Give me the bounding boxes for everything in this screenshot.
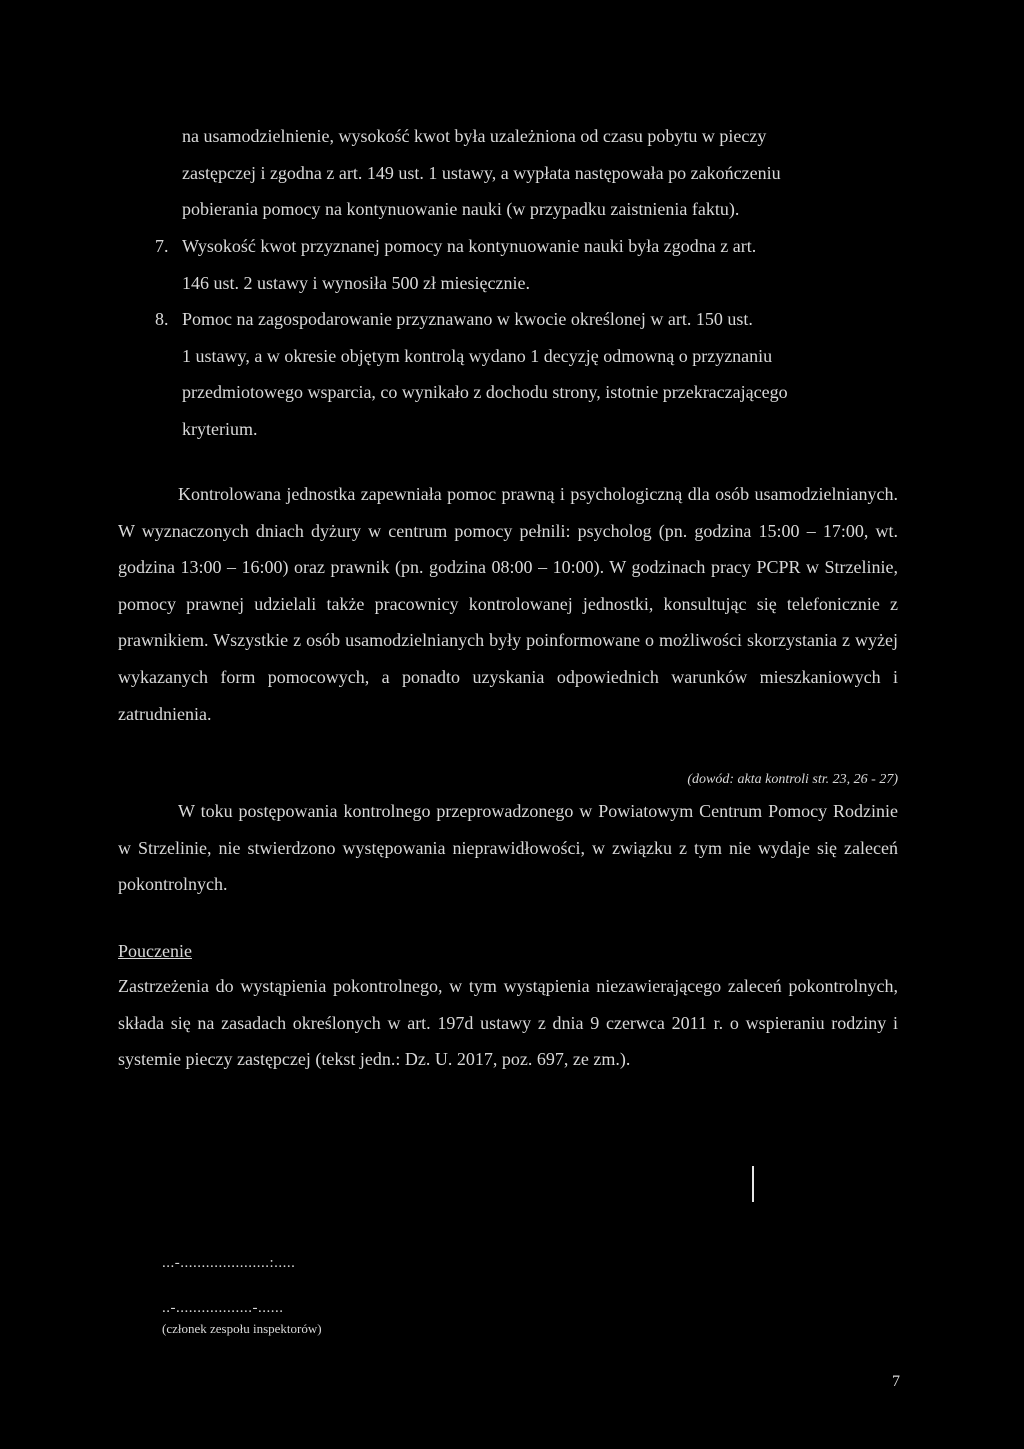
item-8-number: 8. bbox=[155, 309, 169, 329]
list-continuation bbox=[118, 118, 898, 228]
list-continuation-line-2: zastępczej i zgodna z art. 149 ust. 1 ustawy, a wypłata następowała po zakończeniu bbox=[182, 162, 781, 183]
item-7 bbox=[182, 228, 898, 301]
list-continuation-line-1: na usamodzielnienie, wysokość kwot była uzależniona od czasu pobytu w pieczy bbox=[182, 126, 767, 146]
page-number: 7 bbox=[892, 1373, 900, 1390]
signature-dots-line-2: ..-..................-...... bbox=[162, 1300, 284, 1316]
support-paragraph-text: Kontrolowana jednostka zapewniała pomoc prawną i psychologiczną dla osób usamodzielnianych. W wyznaczonych dniach dyżury w centrum pomocy pełnili: psycholog (pn. godzina 15:00 – 17:00, wt. godzina 13:00 – 16:00) oraz prawnik (pn. godzina 08:00 – 10:00). W godzinach pracy PCPR w Strzelinie, pomocy prawnej udzielali także pracownicy kontrolowanej jednostki, konsultując się telefonicznie z prawnikiem. Wszystkie z osób usamodzielnianych były poinformowane o możliwości skorzystania z wyżej wykazanych form pomocowych, a ponadto uzyskania odpowiednich warunków mieszkaniowych i zatrudnienia. bbox=[118, 484, 898, 724]
instruction-paragraph-text: Zastrzeżenia do wystąpienia pokontrolnego, w tym wystąpienia niezawierającego zaleceń pokontrolnych, składa się na zasadach określonych w art. 197d ustawy z dnia 9 czerwca 2011 r. o wspieraniu rodziny i systemie pieczy zastępczej (tekst jedn.: Dz. U. 2017, poz. 697, ze zm.). bbox=[118, 976, 898, 1070]
instruction-paragraph bbox=[118, 968, 898, 1078]
evidence-note: (dowód: akta kontroli str. 23, 26 - 27) bbox=[687, 772, 898, 787]
signature-dots-line-1: ...-.....................:..... bbox=[162, 1255, 296, 1271]
list-continuation-line-3: pobierania pomocy na kontynuowanie nauki (w przypadku zaistnienia faktu). bbox=[182, 199, 740, 220]
conclusion-paragraph-text: W toku postępowania kontrolnego przeprowadzonego w Powiatowym Centrum Pomocy Rodzinie w Strzelinie, nie stwierdzono występowania nieprawidłowości, w związku z tym nie wydaje się zaleceń pokontrolnych. bbox=[118, 801, 898, 895]
item-7-line-2: 146 ust. 2 ustawy i wynosiła 500 zł miesięcznie. bbox=[182, 272, 530, 293]
item-8-line-1: Pomoc na zagospodarowanie przyznawano w kwocie określonej w art. 150 ust. bbox=[182, 309, 753, 329]
item-8-line-2: 1 ustawy, a w okresie objętym kontrolą wydano 1 decyzję odmowną o przyznaniu bbox=[182, 345, 773, 366]
item-8 bbox=[182, 301, 898, 447]
instruction-heading: Pouczenie bbox=[118, 941, 192, 961]
item-7-number: 7. bbox=[155, 236, 169, 256]
signature-mark bbox=[752, 1166, 754, 1202]
support-paragraph bbox=[118, 476, 898, 732]
signature-caption: (członek zespołu inspektorów) bbox=[162, 1321, 322, 1336]
item-8-line-3: przedmiotowego wsparcia, co wynikało z dochodu strony, istotnie przekraczającego bbox=[182, 382, 788, 403]
conclusion-paragraph bbox=[118, 793, 898, 903]
item-7-line-1: Wysokość kwot przyznanej pomocy na kontynuowanie nauki była zgodna z art. bbox=[182, 236, 757, 256]
item-8-line-4: kryterium. bbox=[182, 418, 258, 439]
